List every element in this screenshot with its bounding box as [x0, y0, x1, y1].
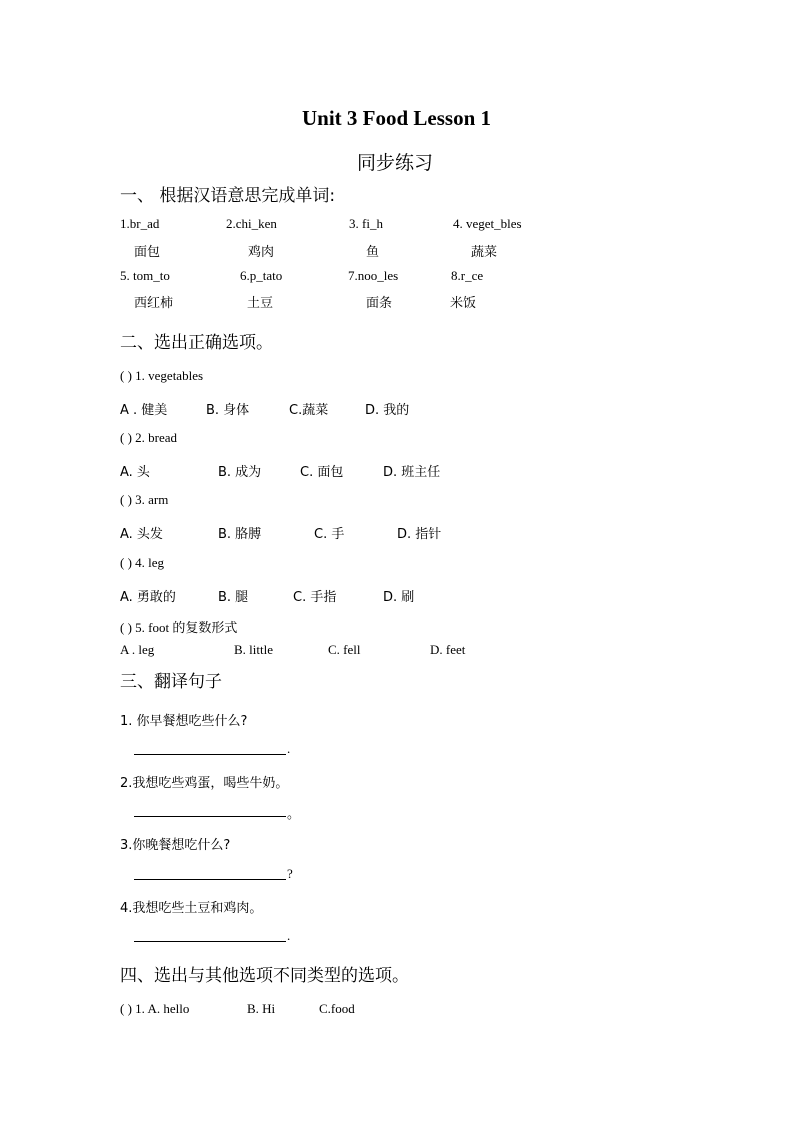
option: A . 健美 [120, 403, 168, 418]
option: A . leg [120, 642, 155, 657]
answer-line[interactable] [134, 879, 286, 880]
answer-line[interactable] [134, 941, 286, 942]
option: A. 头 [120, 465, 150, 480]
option: C. fell [328, 642, 361, 657]
option: D. 我的 [365, 403, 410, 418]
word-meaning: 蔬菜 [471, 245, 498, 260]
option: B. 胳膊 [218, 527, 262, 542]
answer-end-mark: 。 [287, 806, 301, 821]
translate-prompt: 1. 你早餐想吃些什么? [120, 714, 248, 729]
word-blank: 7.noo_les [348, 268, 399, 283]
section-2-heading: 二、选出正确选项。 [120, 333, 273, 353]
answer-line[interactable] [134, 816, 286, 817]
answer-end-mark: . [287, 928, 291, 943]
word-blank: 1.br_ad [120, 216, 160, 231]
option: A. 勇敢的 [120, 590, 176, 605]
option: D. feet [430, 642, 466, 657]
word-meaning: 米饭 [450, 296, 477, 311]
page-title: Unit 3 Food Lesson 1 [302, 106, 492, 130]
option: D. 班主任 [383, 465, 441, 480]
word-blank: 4. veget_bles [453, 216, 522, 231]
option: D. 刷 [383, 590, 415, 605]
option: B. 身体 [206, 403, 250, 418]
question: ( ) 4. leg [120, 555, 165, 570]
word-meaning: 面包 [134, 245, 161, 260]
section-3-heading: 三、翻译句子 [120, 672, 222, 692]
option: C. 手 [314, 527, 345, 542]
option: C.蔬菜 [289, 403, 329, 418]
option: B. 成为 [218, 465, 262, 480]
option: C.food [319, 1001, 355, 1016]
question: ( ) 1. A. hello [120, 1001, 190, 1016]
word-meaning: 土豆 [247, 296, 274, 311]
answer-end-mark: ? [287, 866, 293, 881]
question: ( ) 5. foot 的复数形式 [120, 620, 238, 635]
word-blank: 2.chi_ken [226, 216, 277, 231]
option: B. 腿 [218, 590, 249, 605]
translate-prompt: 2.我想吃些鸡蛋，喝些牛奶。 [120, 776, 289, 791]
question: ( ) 1. vegetables [120, 368, 204, 383]
option: B. Hi [247, 1001, 276, 1016]
option: C. 面包 [300, 465, 344, 480]
word-meaning: 鱼 [366, 245, 380, 260]
section-4-heading: 四、选出与其他选项不同类型的选项。 [120, 966, 409, 986]
option: B. little [234, 642, 273, 657]
page-subtitle: 同步练习 [357, 152, 434, 174]
translate-prompt: 3.你晚餐想吃什么? [120, 838, 231, 853]
section-1-heading: 一、 根据汉语意思完成单词: [120, 186, 336, 206]
word-blank: 6.p_tato [240, 268, 283, 283]
option: A. 头发 [120, 527, 163, 542]
option: D. 指针 [397, 527, 442, 542]
question: ( ) 2. bread [120, 430, 178, 445]
word-blank: 8.r_ce [451, 268, 484, 283]
question: ( ) 3. arm [120, 492, 169, 507]
word-blank: 3. fi_h [349, 216, 383, 231]
answer-end-mark: . [287, 741, 291, 756]
word-meaning: 面条 [366, 296, 393, 311]
word-blank: 5. tom_to [120, 268, 170, 283]
word-meaning: 鸡肉 [248, 245, 275, 260]
option: C. 手指 [293, 590, 337, 605]
word-meaning: 西红柿 [134, 296, 174, 311]
answer-line[interactable] [134, 754, 286, 755]
translate-prompt: 4.我想吃些土豆和鸡肉。 [120, 901, 263, 916]
